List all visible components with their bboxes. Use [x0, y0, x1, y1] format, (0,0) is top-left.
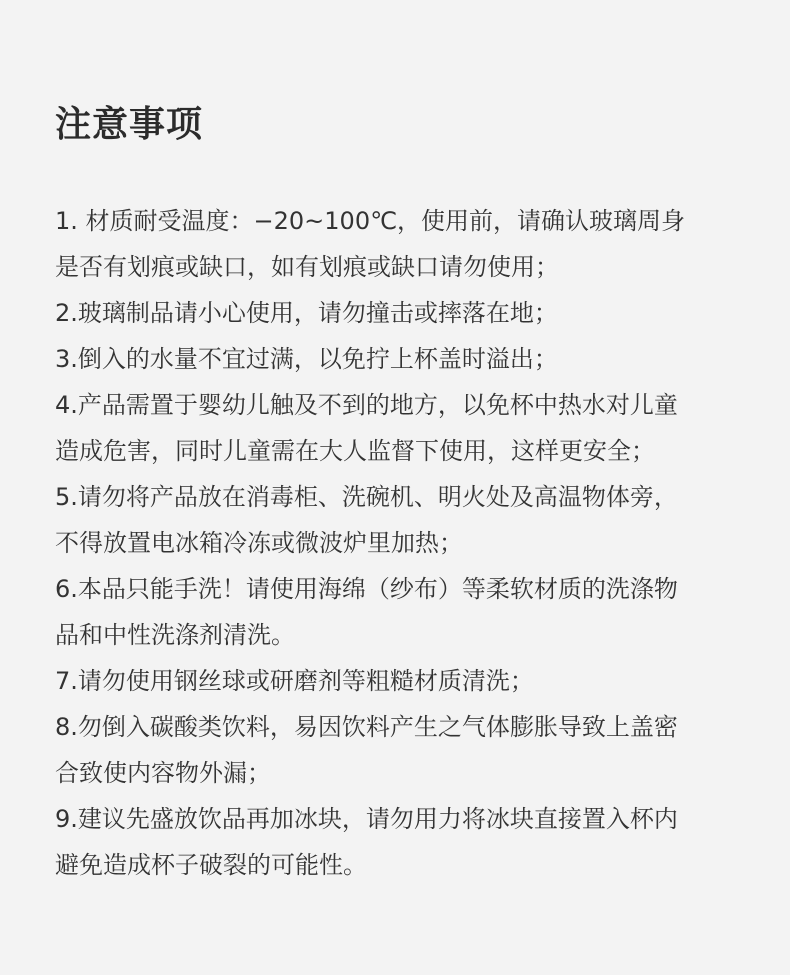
page-title: 注意事项: [55, 104, 204, 145]
note-line: 1. 材质耐受温度：−20~100℃，使用前，请确认玻璃周身: [55, 207, 686, 235]
note-item: [55, 474, 745, 566]
note-item: [55, 566, 745, 658]
note-line: 2.玻璃制品请小心使用，请勿撞击或摔落在地；: [55, 299, 558, 327]
note-line: 是否有划痕或缺口，如有划痕或缺口请勿使用；: [55, 253, 559, 281]
note-line: 不得放置电冰箱冷冻或微波炉里加热；: [55, 529, 463, 557]
note-line: 3.倒入的水量不宜过满，以免拧上杯盖时溢出；: [55, 345, 558, 373]
note-item: [55, 796, 745, 888]
note-line: 9.建议先盛放饮品再加冰块，请勿用力将冰块直接置入杯内: [55, 805, 678, 833]
notes-list: [55, 198, 745, 888]
note-item: [55, 198, 745, 290]
note-line: 6.本品只能手洗！请使用海绵（纱布）等柔软材质的洗涤物: [55, 575, 678, 603]
note-item: [55, 382, 745, 474]
note-item: [55, 704, 745, 796]
note-item: [55, 290, 745, 336]
note-line: 8.勿倒入碳酸类饮料，易因饮料产生之气体膨胀导致上盖密: [55, 713, 678, 741]
note-line: 合致使内容物外漏；: [55, 759, 271, 787]
note-line: 4.产品需置于婴幼儿触及不到的地方，以免杯中热水对儿童: [55, 391, 678, 419]
note-item: [55, 658, 745, 704]
note-line: 品和中性洗涤剂清洗。: [55, 621, 295, 649]
note-line: 造成危害，同时儿童需在大人监督下使用，这样更安全；: [55, 437, 655, 465]
note-line: 避免造成杯子破裂的可能性。: [55, 851, 367, 879]
note-line: 5.请勿将产品放在消毒柜、洗碗机、明火处及高温物体旁，: [55, 483, 678, 511]
note-line: 7.请勿使用钢丝球或研磨剂等粗糙材质清洗；: [55, 667, 534, 695]
note-item: [55, 336, 745, 382]
